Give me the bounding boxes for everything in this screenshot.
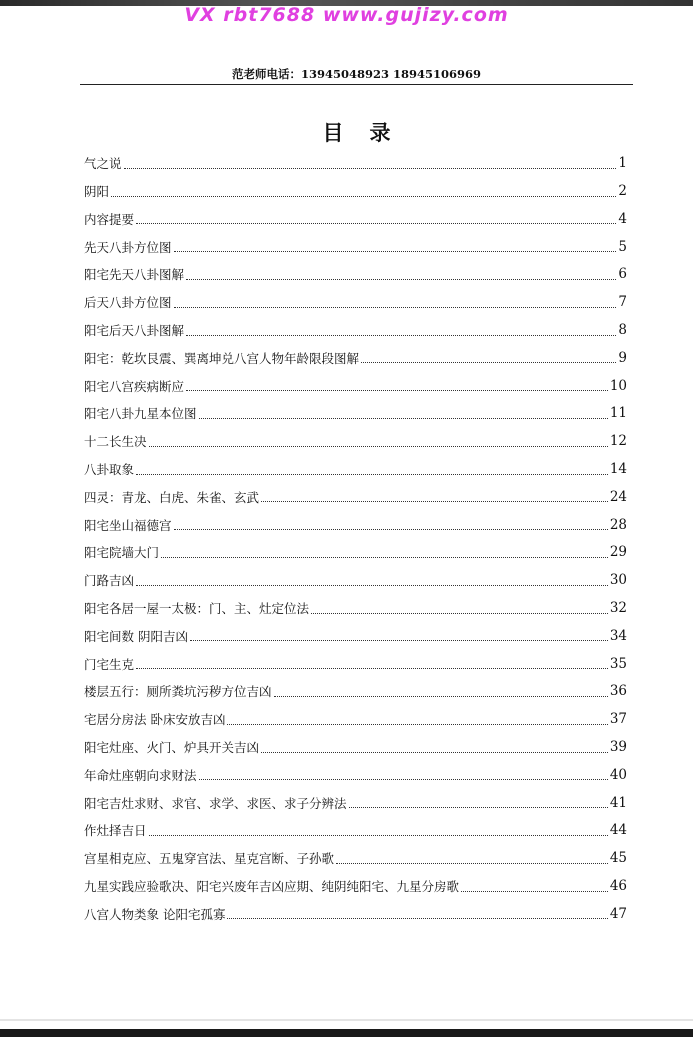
toc-dot-leader — [136, 223, 616, 224]
toc-dot-leader — [186, 279, 616, 280]
table-of-contents — [84, 143, 627, 921]
toc-entry[interactable] — [84, 699, 627, 727]
toc-page-number: 5 — [618, 238, 627, 255]
toc-entry[interactable] — [84, 532, 627, 560]
toc-entry-title: 后天八卦方位图 — [84, 295, 172, 311]
toc-dot-leader — [174, 251, 617, 252]
toc-dot-leader — [136, 668, 608, 669]
toc-page-number: 24 — [609, 488, 627, 505]
toc-dot-leader — [199, 418, 608, 419]
toc-entry-title: 十二长生决 — [84, 434, 147, 450]
toc-entry-title: 阳宅先天八卦图解 — [84, 267, 185, 283]
toc-dot-leader — [186, 390, 608, 391]
toc-page-number: 11 — [609, 405, 627, 422]
toc-page-number: 45 — [609, 850, 627, 867]
toc-page-number: 37 — [609, 711, 627, 728]
toc-page-number: 14 — [609, 461, 627, 478]
toc-dot-leader — [136, 585, 608, 586]
toc-entry[interactable] — [84, 810, 627, 838]
toc-dot-leader — [461, 891, 608, 892]
toc-page-number: 6 — [618, 266, 627, 283]
watermark-text: VX rbt7688 www.gujizy.com — [184, 4, 509, 26]
header-rule — [80, 84, 633, 85]
toc-entry-title: 门宅生克 — [84, 656, 135, 672]
toc-entry-title: 宫星相克应、五鬼穿宫法、星克宫断、子孙歌 — [84, 851, 335, 867]
toc-entry-title: 阳宅后天八卦图解 — [84, 323, 185, 339]
toc-entry[interactable] — [84, 560, 627, 588]
toc-entry[interactable] — [84, 671, 627, 699]
toc-page-number: 30 — [609, 572, 627, 589]
toc-dot-leader — [261, 501, 608, 502]
toc-page-number: 47 — [609, 905, 627, 922]
toc-dot-leader — [149, 446, 608, 447]
toc-entry[interactable] — [84, 727, 627, 755]
toc-dot-leader — [311, 613, 608, 614]
toc-page-number: 4 — [618, 210, 627, 227]
toc-dot-leader — [149, 835, 608, 836]
toc-page-number: 46 — [609, 878, 627, 895]
toc-page-number: 41 — [609, 794, 627, 811]
toc-entry[interactable] — [84, 254, 627, 282]
toc-dot-leader — [124, 168, 617, 169]
toc-entry[interactable] — [84, 643, 627, 671]
toc-page-number: 1 — [618, 155, 627, 172]
toc-entry[interactable] — [84, 504, 627, 532]
toc-page-number: 28 — [609, 516, 627, 533]
toc-dot-leader — [174, 307, 617, 308]
toc-dot-leader — [199, 779, 608, 780]
toc-page-number: 34 — [609, 627, 627, 644]
toc-page-number: 8 — [618, 322, 627, 339]
toc-entry-title: 八宫人物类象 论阳宅孤寡 — [84, 906, 226, 922]
toc-page-number: 7 — [618, 294, 627, 311]
toc-entry-title: 楼层五行：厕所粪坑污秽方位吉凶 — [84, 684, 272, 700]
toc-entry-title: 门路吉凶 — [84, 573, 135, 589]
toc-dot-leader — [111, 196, 616, 197]
toc-page-number: 44 — [609, 822, 627, 839]
toc-entry-title: 阳宅各居一屋一太极：门、主、灶定位法 — [84, 601, 310, 617]
toc-entry-title: 年命灶座朝向求财法 — [84, 767, 197, 783]
toc-entry-title: 阳宅院墙大门 — [84, 545, 160, 561]
toc-entry-title: 阳宅间数 阴阳吉凶 — [84, 628, 188, 644]
toc-entry[interactable] — [84, 310, 627, 338]
toc-entry[interactable] — [84, 755, 627, 783]
toc-dot-leader — [336, 863, 608, 864]
toc-entry[interactable] — [84, 365, 627, 393]
toc-entry-title: 阳宅吉灶求财、求官、求学、求医、求子分辨法 — [84, 795, 347, 811]
toc-dot-leader — [349, 807, 608, 808]
bottom-edge-bar — [0, 1029, 693, 1037]
bottom-edge-line — [0, 1019, 693, 1021]
toc-entry[interactable] — [84, 588, 627, 616]
toc-entry[interactable] — [84, 338, 627, 366]
toc-entry-title: 阳宅八宫疾病断应 — [84, 378, 185, 394]
toc-entry[interactable] — [84, 421, 627, 449]
toc-page-number: 32 — [609, 600, 627, 617]
toc-entry-title: 内容提要 — [84, 211, 135, 227]
toc-entry[interactable] — [84, 171, 627, 199]
toc-entry-title: 作灶择吉日 — [84, 823, 147, 839]
toc-entry-title: 气之说 — [84, 156, 122, 172]
toc-dot-leader — [227, 724, 607, 725]
toc-dot-leader — [274, 696, 608, 697]
toc-entry[interactable] — [84, 866, 627, 894]
toc-dot-leader — [261, 752, 608, 753]
toc-dot-leader — [186, 335, 616, 336]
toc-entry-title: 八卦取象 — [84, 462, 135, 478]
toc-entry[interactable] — [84, 782, 627, 810]
toc-dot-leader — [136, 474, 608, 475]
toc-entry[interactable] — [84, 393, 627, 421]
page-title: 目录 — [322, 120, 417, 145]
toc-page-number: 2 — [618, 183, 627, 200]
toc-page-number: 9 — [618, 349, 627, 366]
toc-dot-leader — [161, 557, 608, 558]
toc-dot-leader — [227, 918, 607, 919]
toc-entry[interactable] — [84, 199, 627, 227]
toc-page-number: 39 — [609, 739, 627, 756]
toc-entry[interactable] — [84, 282, 627, 310]
toc-entry-title: 宅居分房法 卧床安放吉凶 — [84, 712, 226, 728]
toc-page-number: 36 — [609, 683, 627, 700]
toc-entry[interactable] — [84, 616, 627, 644]
toc-entry-title: 阳宅八卦九星本位图 — [84, 406, 197, 422]
toc-entry-title: 九星实践应验歌决、阳宅兴废年吉凶应期、纯阴纯阳宅、九星分房歌 — [84, 879, 460, 895]
toc-entry[interactable] — [84, 226, 627, 254]
toc-page-number: 35 — [609, 655, 627, 672]
toc-entry-title: 四灵：青龙、白虎、朱雀、玄武 — [84, 489, 260, 505]
header-phone-line: 范老师电话：13945048923 18945106969 — [231, 67, 482, 81]
toc-page-number: 29 — [609, 544, 627, 561]
toc-page-number: 12 — [609, 433, 627, 450]
toc-page-number: 10 — [609, 377, 627, 394]
toc-entry[interactable] — [84, 838, 627, 866]
toc-entry-title: 阴阳 — [84, 184, 110, 200]
toc-dot-leader — [361, 362, 616, 363]
toc-entry[interactable] — [84, 449, 627, 477]
toc-entry[interactable] — [84, 143, 627, 171]
toc-entry[interactable] — [84, 477, 627, 505]
toc-page-number: 40 — [609, 766, 627, 783]
toc-dot-leader — [190, 640, 608, 641]
toc-dot-leader — [174, 529, 608, 530]
toc-entry-title: 先天八卦方位图 — [84, 239, 172, 255]
toc-entry-title: 阳宅灶座、火门、炉具开关吉凶 — [84, 740, 260, 756]
toc-entry[interactable] — [84, 894, 627, 922]
toc-entry-title: 阳宅：乾坎艮震、巽离坤兑八宫人物年龄限段图解 — [84, 350, 360, 366]
toc-entry-title: 阳宅坐山福德宫 — [84, 517, 172, 533]
